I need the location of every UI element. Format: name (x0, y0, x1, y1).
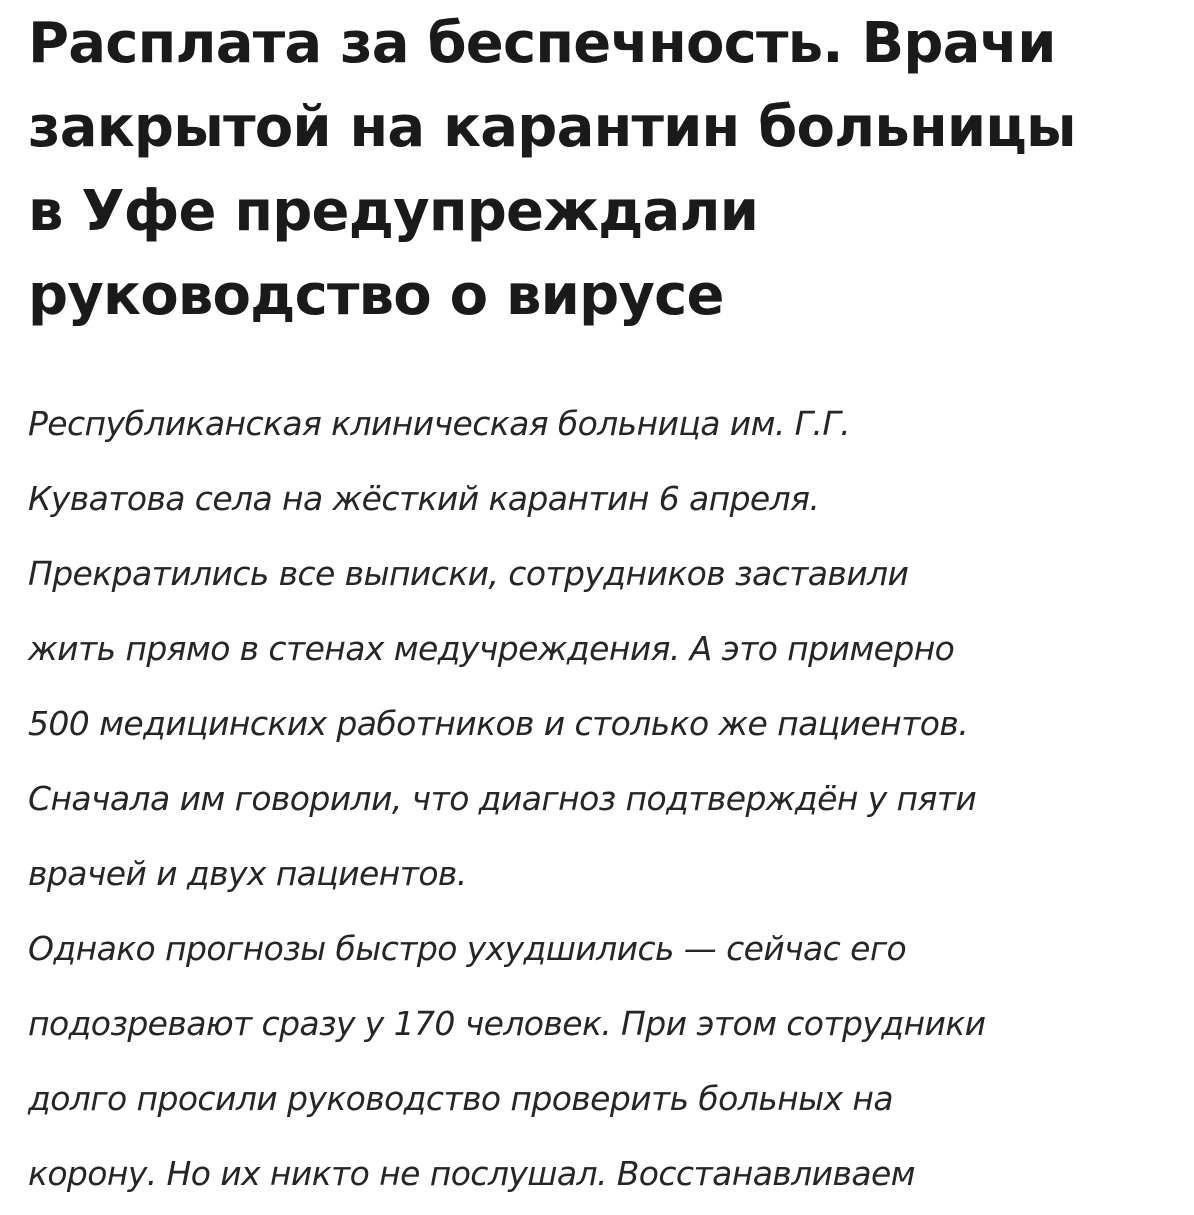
lead-line: 500 медицинских работников и столько же пациентов. (28, 704, 969, 743)
headline-line: в Уфе предупреждали (28, 179, 759, 244)
headline-line: руководство о вирусе (28, 263, 724, 328)
lead-line: жить прямо в стенах медучреждения. А это примерно (28, 629, 955, 668)
lead-line: Куватова села на жёсткий карантин 6 апреля. (28, 479, 820, 518)
lead-line: Республиканская клиническая больница им. Г.Г. (28, 404, 850, 443)
lead-line: корону. Но их никто не послушал. Восстанавливаем (28, 1154, 915, 1193)
article-headline (28, 0, 1168, 338)
lead-line: Прекратились все выписки, сотрудников заставили (28, 554, 909, 593)
lead-line: Сначала им говорили, что диагноз подтверждён у пяти (28, 779, 977, 818)
lead-line: долго просили руководство проверить больных на (28, 1079, 893, 1118)
article (28, 0, 1168, 1211)
headline-line: Расплата за беспечность. Врачи (28, 11, 1056, 76)
headline-line: закрытой на карантин больницы (28, 95, 1076, 160)
lead-line: подозревают сразу у 170 человек. При этом сотрудники (28, 1004, 986, 1043)
lead-line: врачей и двух пациентов. (28, 854, 467, 893)
article-lead (28, 386, 1168, 1211)
lead-line: Однако прогнозы быстро ухудшились — сейчас его (28, 929, 907, 968)
